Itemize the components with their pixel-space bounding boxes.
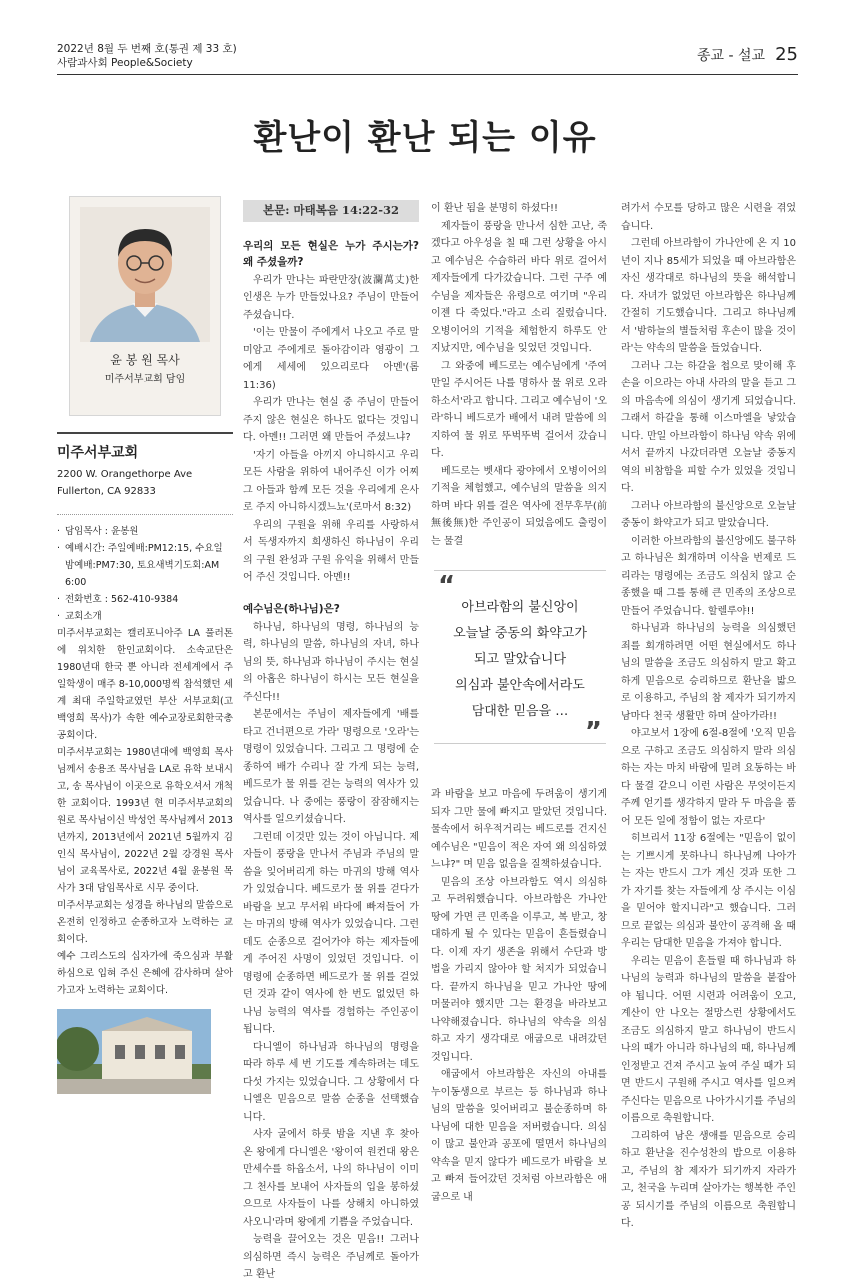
paragraph-gap xyxy=(243,587,419,601)
article-paragraph: 애굽에서 아브라함은 자신의 아내를 누이동생으로 부르는 등 하나님과 하나님의 말씀을 잊어버리고 불순종하며 하나님에 대한 믿음을 저버렸습니다. 의심이 많고 불안과 공포에 떨면서 하나님의 약속을 믿지 않다가 베드로가 바람을 보고 빠져 들어갔던 것처럼 아브라함은 애굽으로 내 xyxy=(431,1069,607,1203)
article-subheading: 우리의 모든 현실은 누가 주시는가? 왜 주셨을까? xyxy=(243,239,419,268)
section-label: 종교 - 설교 xyxy=(697,48,766,64)
article-paragraph: 우리가 만나는 현실 중 주님이 만들어 주지 않은 현실은 하나도 없다는 것입니다. 아멘!! 그러면 왜 만들어 주셨느냐? xyxy=(243,397,419,443)
article-paragraph: 려가서 수모를 당하고 많은 시련을 겪었습니다. xyxy=(621,203,796,232)
header-rule xyxy=(57,74,798,75)
article-paragraph: 그 와중에 베드로는 예수님에게 '주여 만일 주시어든 나를 명하사 물 위로 오라 하소서'라고 합니다. 그리고 예수님이 '오라'하니 베드로가 배에서 내려 말씀에 의지하여 물 위로 뚜벅뚜벅 걸어서 갔습니다. xyxy=(431,360,607,459)
close-quote-icon: ” xyxy=(584,717,602,747)
article-paragraph: 이 환난 됨을 분명히 하셨다!! xyxy=(431,203,558,214)
church-name: 미주서부교회 xyxy=(57,445,139,461)
article-column-3 xyxy=(621,200,796,1233)
pull-quote-line: 아브라함의 불신앙이 xyxy=(461,600,579,615)
article-paragraph: 과 바람을 보고 마음에 두려움이 생기게 되자 그만 물에 빠지고 말았던 것입니다. 물속에서 허우적거리는 베드로를 건지신 예수님은 "믿음이 적은 자여 왜 의심하였느냐?" 며 믿음 없음을 질책하셨습니다. xyxy=(431,789,607,870)
article-column-1 xyxy=(243,200,419,1284)
info-phone: · 전화번호 : 562-410-9384 xyxy=(57,591,233,608)
article-paragraph: 다니엘이 하나님과 하나님의 명령을 따라 하루 세 번 기도를 계속하려는 데도 다섯 가지는 있었습니다. 그 상황에서 다니엘은 믿음으로 말씀 순종을 선택했습니다. xyxy=(243,1041,419,1123)
author-name: 윤 봉 원 목사 xyxy=(110,353,180,367)
church-intro-2: 미주서부교회는 1980년대에 백영희 목사님께서 송용조 목사님을 LA로 유학 보내시고, 송 목사님이 이곳으로 유학오셔서 개척한 교회이다. 1993년 현 미주서부교회의 원로 목사님이신 박성언 목사님께서 2013년까지, 2013년에서 2021년 5월까지 김인식 목사님이, 2022년 2월 강경원 목사님이 교육목사로, 2022년 4월 윤봉원 목사가 3대 담임목사로 시무 중이다. xyxy=(57,747,233,894)
article-column-2-top xyxy=(431,200,607,550)
article-column-2-bottom xyxy=(431,786,607,1206)
article-paragraph: 제자들이 풍랑을 만나서 심한 고난, 죽겠다고 아우성을 칠 때 그런 상황을 아시고 예수님은 수습하러 바다 위로 걸어서 제자들에게 다가갔습니다. 그런 구주 예수님을 제자들은 유령으로 여기며 "우리 이젠 다 죽었다."라고 소리 질렀습니다. 오병이어의 기적을 체험한지 하루도 안 지났지만, 예수님을 잊었던 것입니다. xyxy=(431,220,607,354)
article-paragraph: 그런데 아브라함이 가나안에 온 지 10년이 지나 85세가 되었을 때 아브라함은 자신 생각대로 하나님의 뜻을 해석합니다. 자녀가 없었던 아브라함은 하나님께 간절히 기도했습니다. 그리고 하나님께서 '밤하늘의 별들처럼 후손이 많을 것이라'는 약속의 말씀을 들었습니다. xyxy=(621,238,796,354)
article-paragraph: 히브리서 11장 6절에는 "믿음이 없이는 기쁘시게 못하나니 하나님께 나아가는 자는 반드시 그가 계신 것과 또한 그가 자기를 찾는 자들에게 상 주시는 이심을 믿어야 할지니라"고 했습니다. 그러므로 끝없는 의심과 불안이 공격해 올 때 우리는 담대한 믿음을 가져야 합니다. xyxy=(621,833,796,949)
author-photo xyxy=(80,207,210,342)
pull-quote xyxy=(434,570,606,747)
scripture-reference: 본문: 마태복음 14:22-32 xyxy=(243,200,419,222)
article-paragraph: 능력을 끌어오는 것은 믿음!! 그러나 의심하면 즉시 능력은 주님께로 돌아가고 환난 xyxy=(243,1234,419,1280)
article-paragraph: 사자 굴에서 하룻 밤을 지낸 후 찾아 온 왕에게 다니엘은 '왕이여 원컨대 왕은 만세수를 하옵소서, 나의 하나님이 이미 그 천사를 보내어 사자들의 입을 봉하셨으므로 사자들이 나를 상해치 아니하였사오니'라며 왕에게 기쁨을 주었습니다. xyxy=(243,1129,419,1228)
article-subheading: 예수님은(하나님)은? xyxy=(243,602,340,615)
sidebar xyxy=(57,196,233,1094)
issue-line: 2022년 8월 두 번째 호(통권 제 33 호) xyxy=(57,43,237,55)
article-paragraph: 베드로는 벳새다 광야에서 오병이어의 기적을 체험했고, 예수님의 말씀을 의지하며 바다 위를 걸은 역사에 전무후무(前無後無)한 주인공이 되었음에도 출렁이는 물결 xyxy=(431,465,607,547)
article-paragraph: 하나님과 하나님의 능력을 의심했던 죄를 회개하려면 어떤 현실에서도 하나님의 말씀을 조금도 의심하지 말고 확고하게 믿음으로 승리하므로 환난을 밟으로 이용하고, 주님의 참 제자가 되기까지 남마다 천국 생활만 하며 살아가라!! xyxy=(621,623,796,722)
article-paragraph: 그러나 그는 하갈을 첩으로 맞이해 후손을 이으라는 아내 사라의 말을 듣고 그의 마음속에 의심이 생기게 되었습니다. 그래서 하갈을 통해 이스마엘을 낳았습니다. 만일 아브라함이 하나님 약속 위에 서서 끝까지 나갔더라면 오늘날 중동지역의 비참함을 피할 수가 있었을 것입니다. xyxy=(621,360,796,494)
article-paragraph: 그러나 아브라함의 불신앙으로 오늘날 중동이 화약고가 되고 말았습니다. xyxy=(621,500,796,529)
info-pastor: · 담임목사 : 윤봉원 xyxy=(57,523,233,540)
article-paragraph: 야고보서 1장에 6절-8절에 '오직 믿음으로 구하고 조금도 의심하지 말라 의심하는 자는 마치 바람에 밀려 요동하는 바다 물결 같으니 이런 사람은 무엇이든지 주께 얻기를 생각하지 말라 두 마음을 품어 모든 일에 정함이 없는 자로다' xyxy=(621,728,796,827)
article-paragraph: 하나님, 하나님의 명령, 하나님의 능력, 하나님의 말씀, 하나님의 자녀, 하나님의 뜻, 하나님과 하나님이 주시는 현실의 아홉은 하나님이 하시는 모든 현실을 주신다!! xyxy=(243,621,419,703)
church-address-line2: Fullerton, CA 92833 xyxy=(57,486,156,497)
page-number: 25 xyxy=(775,44,798,65)
pull-quote-line: 담대한 믿음을 … xyxy=(471,704,569,719)
article-paragraph: 믿음의 조상 아브라함도 역시 의심하고 두려워했습니다. 아브라함은 가나안 땅에 가면 큰 민족을 이루고, 복 받고, 창대하게 될 수 있다는 믿음이 흔들렸습니다. 이제 자기 생존을 위해서 수단과 방법을 가리지 않아야 할 처지가 되었습니다. 끝까지 하나님을 믿고 가나안 땅에 머물러야 했지만 그는 환경을 바라보고 나약해졌습니다. 하나님의 약속을 의심하고 자기 생각대로 애굽으로 내려갔던 것입니다. xyxy=(431,876,607,1063)
header-issue-block xyxy=(57,42,237,70)
church-details xyxy=(57,514,233,999)
church-intro-4: 예수 그리스도의 십자가에 죽으심과 부활하심으로 입혀 주신 은혜에 감사하며 살아가고자 노력하는 교회이다. xyxy=(57,951,233,996)
info-intro-heading: · 교회소개 xyxy=(57,608,233,625)
church-building-photo xyxy=(57,1009,211,1094)
article-paragraph: 우리가 만나는 파란만장(波瀾萬丈)한 인생은 누가 만들었나요? 주님이 만들어 주셨습니다. xyxy=(243,274,419,321)
pull-quote-line: 오늘날 중동의 화약고가 xyxy=(453,626,587,641)
publication-name: 사람과사회 People&Society xyxy=(57,57,193,69)
article-paragraph: 이러한 아브라함의 불신앙에도 불구하고 하나님은 회개하며 이삭을 번제로 드리라는 명령에는 조금도 의심치 않고 순종했을 때 그를 통해 큰 민족의 조상으로 만들어 주었습니다. 할렐루야!! xyxy=(621,535,796,617)
church-info xyxy=(57,432,233,500)
pull-quote-line: 의심과 불안속에서라도 xyxy=(455,678,585,693)
article-paragraph: 우리는 믿음이 흔들릴 때 하나님과 하나님의 능력과 하나님의 말씀을 붙잡아야 됩니다. 어떤 시련과 어려움이 오고, 계산이 안 나오는 절망스런 상황에서도 조금도 의심하지 말고 하나님이 반드시 나의 때가 아니라 하나님의 때, 하나님께 인정받고 건져 주시고 높여 주실 때가 되면 반드시 구원해 주시고 역사를 일으켜 주신다는 믿음으로 나아가시기를 주님의 이름으로 축원합니다. xyxy=(621,955,796,1124)
pull-quote-line: 되고 말았습니다 xyxy=(473,652,567,667)
article-paragraph: 우리의 구원을 위해 우리를 사랑하셔서 독생자까지 희생하신 하나님이 우리의 구원 완성과 구원 유익을 위해서 만들어 주신 것입니다. 아멘!! xyxy=(243,519,419,583)
article-paragraph: '이는 만물이 주에게서 나오고 주로 말미암고 주에게로 돌아감이라 영광이 그에게 세세에 있으리로다 아멘'(롬 11:36) xyxy=(243,327,419,391)
info-service-times: · 예배시간: 주일예배:PM12:15, 수요일 밤예배:PM7:30, 토요새벽기도회:AM 6:00 xyxy=(57,540,233,591)
pull-quote-text xyxy=(434,595,606,725)
open-quote-icon: “ xyxy=(438,571,456,601)
author-role: 미주서부교회 담임 xyxy=(104,374,186,385)
article-paragraph: '자기 아들을 아끼지 아니하시고 우리 모든 사람을 위하여 내어주신 이가 어찌 그 아들과 함께 모든 것을 우리에게 은사로 주지 아니하시겠느뇨'(로마서 8:32) xyxy=(243,449,419,513)
article-paragraph: 그런데 이것만 있는 것이 아닙니다. 제자들이 풍랑을 만나서 주님과 주님의 말씀을 잊어버리게 하는 마귀의 방해 역사가 있었습니다. 베드로가 물 위를 걷다가 바람을 보고 무서워 바다에 빠져들어 가는 마귀의 방해 역사가 있었습니다. 그런데도 순종으로 걸어가야 하는 제자들에게 주어진 사명이 있었던 것입니다. 이 명령에 순종하면 베드로가 물 위를 걸었던 것과 같이 역사에 한 번도 없었던 하나님 능력의 역사를 경험하는 주인공이 됩니다. xyxy=(243,831,419,1035)
article-paragraph: 본문에서는 주님이 제자들에게 '배를 타고 건너편으로 가라' 명령으로 '오라'는 명령이 있었습니다. 그리고 그 명령에 순종하여 배가 수리나 잘 가게 되는 능력, 베드로가 물 위를 걷는 능력의 역사가 있었습니다. 나 중에는 풍랑이 잠잠해지는 역사를 일으키셨습니다. xyxy=(243,709,419,825)
article-paragraph: 그리하여 남은 생애를 믿음으로 승리하고 환난을 진수성찬의 밥으로 이용하고, 주님의 참 제자가 되기까지 자라가고, 천국을 누리며 살아가는 행복한 주인공 되시기를 주님의 이름으로 축원합니다. xyxy=(621,1130,796,1229)
church-intro-1: 미주서부교회는 캘리포니아주 LA 풀러톤에 위치한 한인교회이다. 소속교단은 1980년대 한국 뿐 아니라 전세계에서 주일학생이 매주 8-10,000명씩 참석했던 세계 최대 주일학교였던 부산 서부교회(고 백영희 목사)가 속한 예수교장로회한국총공회이다. xyxy=(57,628,233,741)
header-section-block xyxy=(697,44,798,65)
church-address-line1: 2200 W. Orangethorpe Ave xyxy=(57,469,193,480)
article-title: 환난이 환난 되는 이유 xyxy=(253,118,597,158)
church-intro-3: 미주서부교회는 성경을 하나님의 말씀으로 온전히 인정하고 순종하고자 노력하는 교회이다. xyxy=(57,900,233,945)
author-card xyxy=(69,196,221,416)
